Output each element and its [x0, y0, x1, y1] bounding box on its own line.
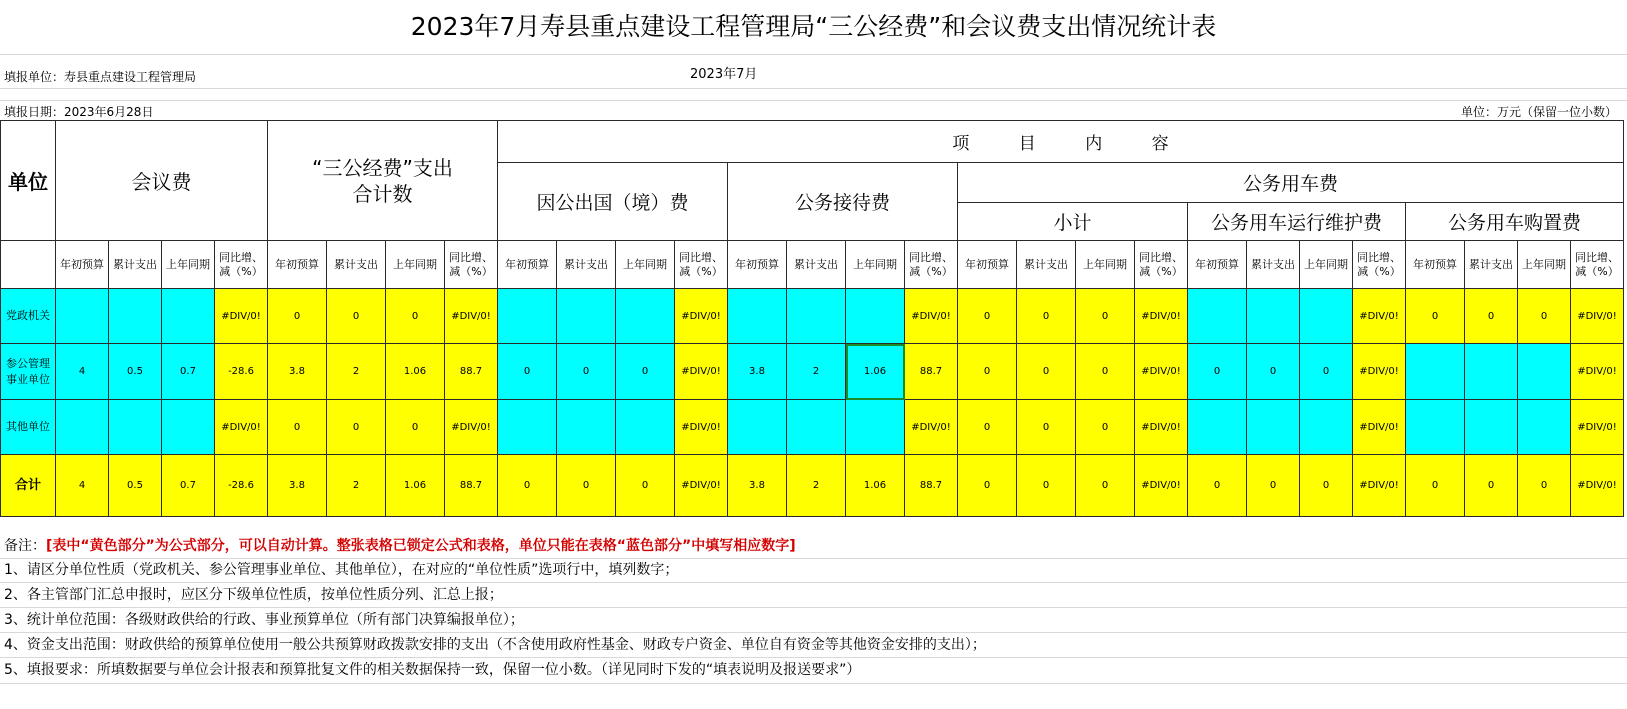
table-cell[interactable] — [1247, 400, 1300, 455]
table-cell[interactable] — [616, 289, 675, 344]
table-cell: 4 — [56, 455, 109, 517]
table-cell: 0 — [1247, 455, 1300, 517]
subcolumn-header: 同比增、减（%） — [445, 241, 498, 289]
vehicle-subtotal-header: 小计 — [958, 203, 1188, 241]
blank-header-cell — [1, 241, 56, 289]
subcolumn-header: 年初预算 — [1406, 241, 1465, 289]
table-cell: #DIV/0! — [215, 400, 268, 455]
table-cell[interactable] — [1465, 400, 1518, 455]
table-cell: 0 — [1406, 455, 1465, 517]
subcolumn-header: 年初预算 — [56, 241, 109, 289]
table-cell: 0 — [1017, 400, 1076, 455]
table-cell: 0 — [1406, 289, 1465, 344]
row-label: 其他单位 — [1, 400, 56, 455]
table-cell[interactable] — [109, 400, 162, 455]
table-cell[interactable] — [498, 400, 557, 455]
table-cell: 1.06 — [386, 455, 445, 517]
table-cell[interactable] — [1465, 344, 1518, 400]
subcolumn-header: 上年同期 — [846, 241, 905, 289]
abroad-fee-header: 因公出国（境）费 — [498, 163, 728, 241]
subcolumn-header: 年初预算 — [958, 241, 1017, 289]
table-cell: 0 — [958, 344, 1017, 400]
meeting-fee-header: 会议费 — [56, 121, 268, 241]
table-cell: -28.6 — [215, 344, 268, 400]
sangong-total-header: “三公经费”支出 合计数 — [268, 121, 498, 241]
table-cell[interactable]: 0 — [1247, 344, 1300, 400]
table-cell: 0 — [327, 289, 386, 344]
table-cell: 0.5 — [109, 455, 162, 517]
subcolumn-header: 同比增、减（%） — [1135, 241, 1188, 289]
table-cell: #DIV/0! — [1353, 455, 1406, 517]
table-cell[interactable]: 0 — [616, 344, 675, 400]
table-cell[interactable] — [1188, 289, 1247, 344]
table-cell: 0 — [958, 400, 1017, 455]
subcolumn-header: 上年同期 — [162, 241, 215, 289]
table-cell[interactable] — [498, 289, 557, 344]
row-divider — [0, 558, 1627, 559]
note-item: 2、各主管部门汇总申报时，应区分下级单位性质，按单位性质分列、汇总上报； — [4, 587, 503, 603]
table-cell[interactable] — [1518, 344, 1571, 400]
table-cell: #DIV/0! — [1353, 289, 1406, 344]
table-cell[interactable] — [846, 289, 905, 344]
table-cell: 0 — [268, 400, 327, 455]
table-cell: #DIV/0! — [1353, 400, 1406, 455]
table-cell[interactable] — [846, 400, 905, 455]
subcolumn-header: 同比增、减（%） — [215, 241, 268, 289]
subcolumn-header: 累计支出 — [787, 241, 846, 289]
expense-table — [0, 120, 1624, 517]
sheet-title: 2023年7月寿县重点建设工程管理局“三公经费”和会议费支出情况统计表 — [410, 12, 1217, 41]
subcolumn-header: 上年同期 — [616, 241, 675, 289]
table-cell[interactable]: 0 — [498, 344, 557, 400]
table-cell: 0 — [1300, 455, 1353, 517]
table-cell[interactable] — [162, 289, 215, 344]
table-cell: 0 — [1465, 455, 1518, 517]
table-cell: #DIV/0! — [445, 400, 498, 455]
row-divider — [0, 54, 1627, 55]
row-label: 党政机关 — [1, 289, 56, 344]
table-cell[interactable] — [728, 289, 787, 344]
table-cell: 0 — [498, 455, 557, 517]
table-cell[interactable] — [1406, 400, 1465, 455]
unit-note: 单位：万元（保留一位小数） — [1460, 105, 1617, 119]
table-cell: #DIV/0! — [675, 289, 728, 344]
table-cell[interactable]: 0 — [1300, 344, 1353, 400]
table-cell: #DIV/0! — [1135, 400, 1188, 455]
table-cell[interactable]: 4 — [56, 344, 109, 400]
row-divider — [0, 582, 1627, 583]
subcolumn-header: 年初预算 — [728, 241, 787, 289]
table-row — [1, 455, 1624, 517]
table-cell: 0 — [327, 400, 386, 455]
table-cell: 2 — [327, 344, 386, 400]
table-cell: 0.7 — [162, 455, 215, 517]
row-divider — [0, 100, 1627, 101]
reporting-date: 填报日期：2023年6月28日 — [4, 105, 154, 119]
table-cell[interactable] — [1188, 400, 1247, 455]
table-cell: #DIV/0! — [1571, 400, 1624, 455]
table-cell: 0 — [616, 455, 675, 517]
row-label: 参公管理事业单位 — [1, 344, 56, 400]
subcolumn-header-row — [1, 241, 1624, 289]
subcolumn-header: 年初预算 — [1188, 241, 1247, 289]
table-cell: #DIV/0! — [215, 289, 268, 344]
report-period: 2023年7月 — [690, 67, 758, 82]
table-cell: 0 — [1017, 289, 1076, 344]
note-item: 4、资金支出范围：财政供给的预算单位使用一般公共预算财政拨款安排的支出（不含使用政府性基金、财政专户资金、单位自有资金等其他资金安排的支出）； — [4, 637, 986, 653]
table-cell[interactable]: 0.5 — [109, 344, 162, 400]
table-cell: 88.7 — [445, 455, 498, 517]
vehicle-purchase-header: 公务用车购置费 — [1406, 203, 1624, 241]
table-cell[interactable] — [1300, 400, 1353, 455]
subcolumn-header: 年初预算 — [498, 241, 557, 289]
table-cell: #DIV/0! — [1353, 344, 1406, 400]
table-cell: 0 — [1076, 455, 1135, 517]
table-cell: #DIV/0! — [675, 400, 728, 455]
subcolumn-header: 上年同期 — [386, 241, 445, 289]
table-cell: #DIV/0! — [1571, 344, 1624, 400]
row-divider — [0, 607, 1627, 608]
subcolumn-header: 累计支出 — [557, 241, 616, 289]
note-heading — [4, 537, 796, 555]
vehicle-operation-header: 公务用车运行维护费 — [1188, 203, 1406, 241]
table-cell: 0 — [386, 289, 445, 344]
subcolumn-header: 同比增、减（%） — [1571, 241, 1624, 289]
table-cell: #DIV/0! — [905, 400, 958, 455]
table-cell: #DIV/0! — [905, 289, 958, 344]
row-label: 合计 — [1, 455, 56, 517]
table-cell[interactable] — [728, 400, 787, 455]
table-cell: 88.7 — [905, 344, 958, 400]
table-cell[interactable] — [616, 400, 675, 455]
table-cell[interactable]: 2 — [787, 344, 846, 400]
note-item: 1、请区分单位性质（党政机关、参公管理事业单位、其他单位），在对应的“单位性质”选项行中，填列数字； — [4, 562, 679, 578]
table-cell: #DIV/0! — [675, 455, 728, 517]
table-cell[interactable] — [56, 400, 109, 455]
subcolumn-header: 累计支出 — [109, 241, 162, 289]
subcolumn-header: 累计支出 — [1465, 241, 1518, 289]
table-cell[interactable] — [1406, 344, 1465, 400]
table-cell: 1.06 — [846, 455, 905, 517]
row-divider — [0, 683, 1627, 684]
table-cell: 3.8 — [268, 455, 327, 517]
table-cell[interactable] — [1518, 400, 1571, 455]
table-cell: 2 — [787, 455, 846, 517]
vehicle-fee-header: 公务用车费 — [958, 163, 1624, 203]
table-cell: 0 — [958, 455, 1017, 517]
table-cell: #DIV/0! — [675, 344, 728, 400]
table-cell: 2 — [327, 455, 386, 517]
note-item: 3、统计单位范围：各级财政供给的行政、事业预算单位（所有部门决算编报单位）； — [4, 612, 524, 628]
table-cell: 3.8 — [268, 344, 327, 400]
table-cell: 0 — [958, 289, 1017, 344]
table-cell: #DIV/0! — [1135, 455, 1188, 517]
table-cell: 3.8 — [728, 455, 787, 517]
table-row — [1, 344, 1624, 400]
row-divider — [0, 632, 1627, 633]
subcolumn-header: 上年同期 — [1518, 241, 1571, 289]
table-cell[interactable] — [1247, 289, 1300, 344]
table-cell[interactable]: 0 — [557, 344, 616, 400]
table-cell[interactable] — [787, 400, 846, 455]
reception-fee-header: 公务接待费 — [728, 163, 958, 241]
table-row — [1, 289, 1624, 344]
subcolumn-header: 累计支出 — [327, 241, 386, 289]
table-cell: #DIV/0! — [1135, 289, 1188, 344]
subcolumn-header: 同比增、减（%） — [905, 241, 958, 289]
unit-header: 单位 — [1, 121, 56, 241]
table-cell[interactable]: 0.7 — [162, 344, 215, 400]
table-cell[interactable] — [787, 289, 846, 344]
table-cell: 1.06 — [386, 344, 445, 400]
table-cell[interactable]: 1.06 — [846, 344, 905, 400]
table-cell: 88.7 — [445, 344, 498, 400]
table-cell: 0 — [1465, 289, 1518, 344]
table-cell: 0 — [557, 455, 616, 517]
table-cell[interactable] — [109, 289, 162, 344]
row-divider — [0, 88, 1627, 89]
items-header: 项 目 内 容 — [498, 121, 1624, 163]
note-highlight: [表中“黄色部分”为公式部分，可以自动计算。整张表格已锁定公式和表格，单位只能在表格“蓝色部分”中填写相应数字] — [46, 538, 796, 554]
subcolumn-header: 上年同期 — [1076, 241, 1135, 289]
table-cell: 0 — [1188, 455, 1247, 517]
table-cell: 0 — [386, 400, 445, 455]
table-cell[interactable] — [56, 289, 109, 344]
subcolumn-header: 累计支出 — [1247, 241, 1300, 289]
subcolumn-header: 年初预算 — [268, 241, 327, 289]
subcolumn-header: 同比增、减（%） — [675, 241, 728, 289]
table-cell: #DIV/0! — [1135, 344, 1188, 400]
table-cell[interactable]: 0 — [1188, 344, 1247, 400]
table-cell[interactable] — [1300, 289, 1353, 344]
table-cell: #DIV/0! — [445, 289, 498, 344]
table-cell[interactable] — [162, 400, 215, 455]
table-cell: 0 — [1076, 400, 1135, 455]
table-row — [1, 400, 1624, 455]
table-cell[interactable] — [557, 400, 616, 455]
table-cell[interactable]: 3.8 — [728, 344, 787, 400]
note-prefix: 备注： — [4, 538, 46, 554]
table-cell: -28.6 — [215, 455, 268, 517]
table-cell: 88.7 — [905, 455, 958, 517]
subcolumn-header: 上年同期 — [1300, 241, 1353, 289]
table-cell: 0 — [1518, 455, 1571, 517]
table-cell: #DIV/0! — [1571, 455, 1624, 517]
table-cell: 0 — [1017, 455, 1076, 517]
table-cell: 0 — [1076, 289, 1135, 344]
subcolumn-header: 累计支出 — [1017, 241, 1076, 289]
table-cell: #DIV/0! — [1571, 289, 1624, 344]
note-item: 5、填报要求：所填数据要与单位会计报表和预算批复文件的相关数据保持一致，保留一位小数。（详见同时下发的“填表说明及报送要求”） — [4, 662, 861, 678]
table-cell: 0 — [1017, 344, 1076, 400]
table-cell: 0 — [268, 289, 327, 344]
reporting-unit: 填报单位：寿县重点建设工程管理局 — [4, 70, 197, 84]
table-cell: 0 — [1076, 344, 1135, 400]
table-cell[interactable] — [557, 289, 616, 344]
row-divider — [0, 657, 1627, 658]
table-cell: 0 — [1518, 289, 1571, 344]
subcolumn-header: 同比增、减（%） — [1353, 241, 1406, 289]
